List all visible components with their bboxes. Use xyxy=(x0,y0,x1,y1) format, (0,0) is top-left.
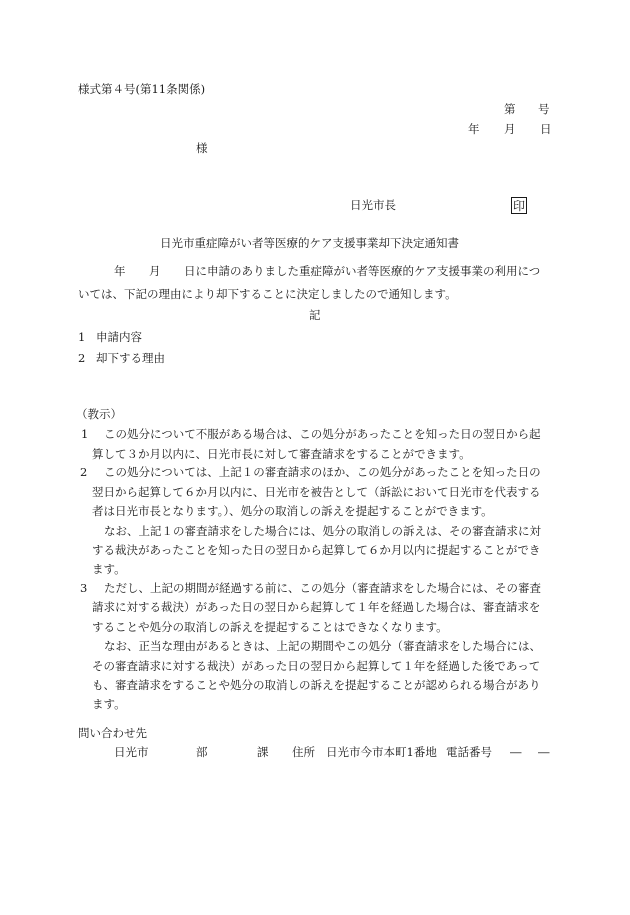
notice-2-line2: 翌日から起算して６か月以内に、日光市を被告として（訴訟において日光市を代表する xyxy=(92,485,541,499)
document-title: 日光市重症障がい者等医療的ケア支援事業却下決定通知書 xyxy=(160,236,459,250)
notice-3-line5: その審査請求に対する裁決）があった日の翌日から起算して１年を経過した後であって xyxy=(92,659,541,673)
contact-section: 課 xyxy=(257,745,269,759)
seal-text: 印 xyxy=(513,199,526,213)
notice-3-line7: ます。 xyxy=(92,697,126,711)
item-1-label: 申請内容 xyxy=(96,330,142,344)
contact-phone-sep-2: ― xyxy=(538,745,550,759)
contact-dept: 部 xyxy=(196,745,208,759)
notice-2-line4: なお、上記１の審査請求をした場合には、処分の取消しの訴えは、その審査請求に対 xyxy=(104,524,541,538)
notice-1-number: 1 xyxy=(81,427,89,441)
item-2-label: 却下する理由 xyxy=(96,351,165,365)
notice-3-line6: も、審査請求をすることや処分の取消しの訴えを提起することが認められる場合があり xyxy=(92,678,541,692)
notice-3-line3: することや処分の取消しの訴えを提起することはできなくなります。 xyxy=(92,620,448,634)
notice-1-line1: この処分について不服がある場合は、この処分があったことを知った日の翌日から起 xyxy=(104,427,541,441)
body-line1: 日に申請のありました重症障がい者等医療的ケア支援事業の利用につ xyxy=(184,264,541,278)
date-year: 年 xyxy=(468,122,480,136)
ki-mark: 記 xyxy=(309,308,321,322)
contact-address: 日光市今市本町1番地 xyxy=(326,745,437,759)
notice-2-line5: する裁決があったことを知った日の翌日から起算して６か月以内に提起することができ xyxy=(92,543,541,557)
notice-3-line4: なお、正当な理由があるときは、上記の期間やこの処分（審査請求をした場合には、 xyxy=(104,639,541,653)
contact-city: 日光市 xyxy=(114,745,149,759)
contact-address-label: 住所 xyxy=(292,745,315,759)
notice-heading: （教示） xyxy=(76,407,122,421)
notice-1-line2: 算して３か月以内に、日光市長に対して審査請求をすることができます。 xyxy=(92,447,471,461)
item-1-number: 1 xyxy=(78,330,86,344)
notice-2-line6: ます。 xyxy=(92,562,126,576)
contact-phone-sep-1: ― xyxy=(510,745,522,759)
contact-heading: 問い合わせ先 xyxy=(78,726,147,740)
body-year: 年 xyxy=(114,264,126,278)
date-day: 日 xyxy=(540,122,552,136)
seal-mark xyxy=(511,197,527,214)
item-2-number: 2 xyxy=(78,351,86,365)
issuer-name: 日光市長 xyxy=(350,198,396,212)
recipient-suffix: 様 xyxy=(196,141,208,155)
doc-number-suffix: 号 xyxy=(538,102,550,116)
body-month: 月 xyxy=(149,264,161,278)
contact-phone-label: 電話番号 xyxy=(446,745,492,759)
notice-3-number: 3 xyxy=(80,581,88,595)
date-month: 月 xyxy=(504,122,516,136)
form-id: 様式第４号(第11条関係) xyxy=(78,82,206,96)
notice-3-line1: ただし、上記の期間が経過する前に、この処分（審査請求をした場合には、その審査 xyxy=(104,581,541,595)
body-line2: いては、下記の理由により却下することに決定しましたので通知します。 xyxy=(78,287,457,301)
notice-3-line2: 請求に対する裁決）があった日の翌日から起算して１年を経過した場合は、審査請求を xyxy=(92,600,541,614)
notice-2-line1: この処分については、上記１の審査請求のほか、この処分があったことを知った日の xyxy=(104,465,541,479)
doc-number-prefix: 第 xyxy=(504,102,516,116)
notice-2-number: 2 xyxy=(80,465,88,479)
notice-2-line3: 者は日光市長となります。）、処分の取消しの訴えを提起することができます。 xyxy=(92,504,493,518)
